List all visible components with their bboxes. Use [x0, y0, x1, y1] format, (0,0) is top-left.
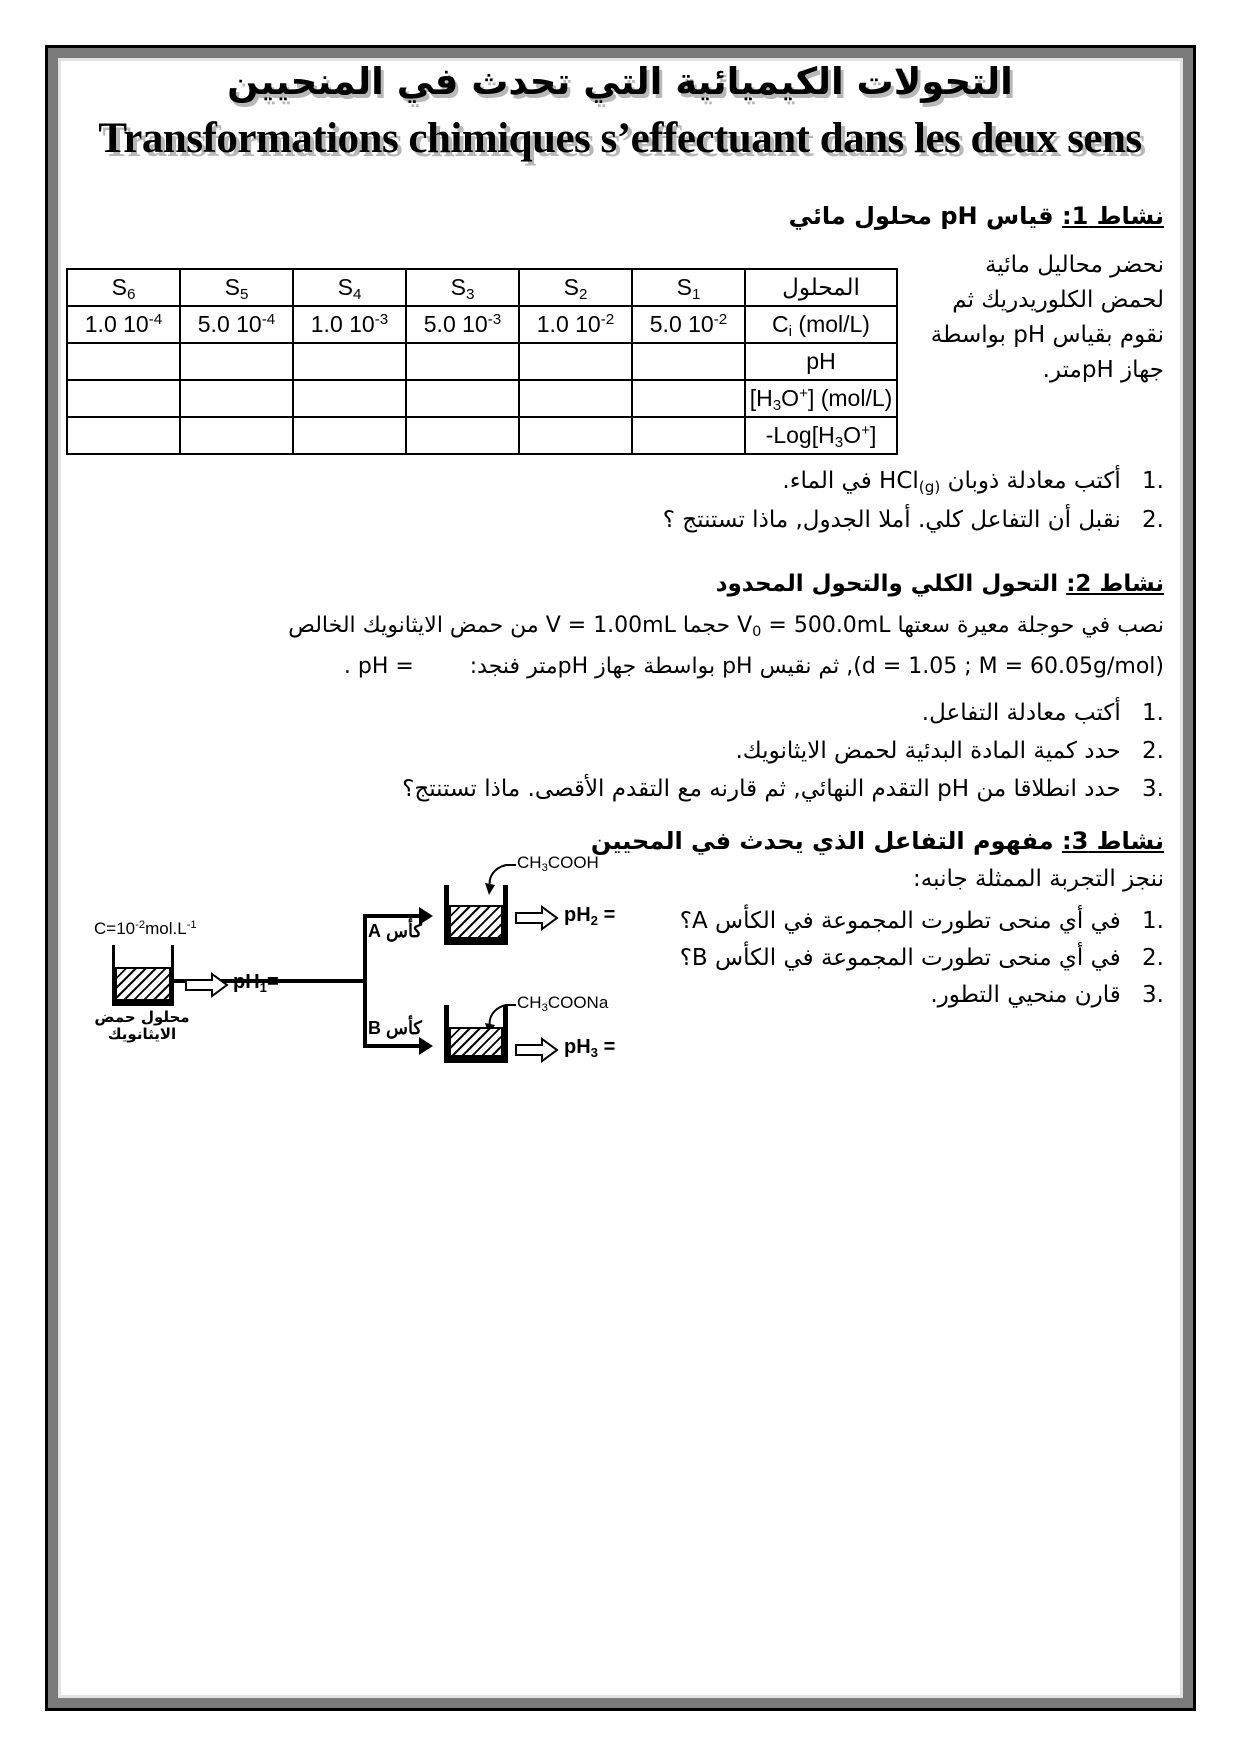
activity3-paragraph: ننجز التجربة الممثلة جانبه: — [913, 866, 1164, 892]
cell-value: 5.0 $10^{-2}$ — [632, 306, 745, 343]
question-item — [680, 903, 1164, 940]
connector-line-to-a — [367, 914, 421, 918]
cell-empty — [180, 417, 293, 454]
col-header-s5: $S_5$ — [180, 269, 293, 306]
activity3-heading — [591, 827, 1164, 855]
table-row-ci — [67, 306, 897, 343]
cell-empty — [406, 380, 519, 417]
question-number: 2. — [1142, 507, 1164, 533]
row-label-ph: pH — [745, 343, 897, 380]
source-name-line: الايثانويك — [107, 1025, 177, 1043]
ph-measurement-table — [66, 268, 898, 455]
question-item — [402, 694, 1164, 732]
activity1-heading-text: قياس pH محلول مائي — [788, 202, 1054, 230]
hollow-arrow-icon — [514, 1037, 560, 1063]
question-number: 2. — [1142, 738, 1164, 764]
source-beaker-name — [90, 1009, 194, 1043]
table-row-h3o — [67, 380, 897, 417]
beaker-b-name: كأس B — [367, 1018, 422, 1038]
row-label-ci: $C_i$ (mol/L) — [745, 306, 897, 343]
cell-empty — [67, 380, 180, 417]
cell-empty — [519, 343, 632, 380]
liquid-hatch — [115, 967, 171, 1001]
beaker-b — [444, 1005, 508, 1063]
liquid-hatch — [449, 905, 503, 939]
col-header-s3: $S_3$ — [406, 269, 519, 306]
source-beaker — [112, 945, 174, 1006]
cell-empty — [632, 380, 745, 417]
activity1-heading-label: نشاط 1: — [1061, 202, 1164, 230]
hollow-arrow-icon — [514, 905, 560, 931]
question-number: 1. — [1142, 468, 1164, 494]
hollow-arrow-icon — [184, 972, 230, 998]
question-text: حدد انطلاقا من pH التقدم النهائي, ثم قارنه مع التقدم الأقصى. ماذا تستنتج؟ — [402, 776, 1121, 802]
substance-b-label: $CH_3COONa$ — [517, 993, 609, 1015]
solid-arrowhead-icon — [419, 1037, 433, 1055]
table-row-ph — [67, 343, 897, 380]
activity1-intro — [931, 248, 1164, 388]
question-text: نقبل أن التفاعل كلي. أملا الجدول, ماذا تستنتج ؟ — [662, 507, 1121, 533]
cell-value: 1.0 $10^{-2}$ — [519, 306, 632, 343]
activity1-heading — [789, 202, 1164, 230]
question-item — [680, 977, 1164, 1014]
cell-empty — [180, 343, 293, 380]
table-row-log — [67, 417, 897, 454]
col-header-s6: $S_6$ — [67, 269, 180, 306]
activity2-paragraph2: (d = 1.05 ; M = 60.05g/mol), ثم نقيس pH بواسطة جهاز pHمتر فنجد: pH = . — [343, 654, 1164, 679]
col-header-solution: المحلول — [745, 269, 897, 306]
activity3-heading-label: نشاط 3: — [1061, 827, 1164, 855]
question-item — [402, 732, 1164, 770]
question-text: أكتب معادلة التفاعل. — [921, 700, 1121, 726]
cell-empty — [632, 343, 745, 380]
title-arabic: التحولات الكيميائية التي تحدث في المنحيين — [227, 60, 1013, 103]
col-header-s2: $S_2$ — [519, 269, 632, 306]
cell-value: 5.0 $10^{-4}$ — [180, 306, 293, 343]
experiment-diagram — [70, 845, 630, 1080]
source-name-line: محلول حمض — [94, 1008, 190, 1026]
activity2-heading-text: التحول الكلي والتحول المحدود — [715, 571, 1059, 597]
intro-line: نقوم بقياس pH بواسطة — [930, 322, 1164, 348]
activity1-questions — [663, 463, 1164, 539]
ph2-label: $pH_2$ = — [564, 904, 616, 928]
intro-line: نحضر محاليل مائية — [984, 252, 1164, 278]
question-number: 3. — [1142, 776, 1164, 802]
question-number: 1. — [1142, 908, 1164, 934]
intro-line: لحمض الكلوريدريك ثم — [952, 287, 1164, 313]
connector-line-vertical — [363, 914, 367, 1048]
col-header-s4: $S_4$ — [293, 269, 406, 306]
beaker-a-name: كأس A — [367, 921, 422, 941]
cell-empty — [293, 417, 406, 454]
question-text: حدد كمية المادة البدئية لحمض الايثانويك. — [735, 738, 1121, 764]
cell-empty — [406, 343, 519, 380]
question-number: 3. — [1142, 982, 1164, 1008]
question-text: أكتب معادلة ذوبان HCl$_{(g)}$ في الماء. — [782, 468, 1121, 497]
source-concentration-label: $C=10^{-2}mol.L^{-1}$ — [94, 918, 197, 938]
question-item — [663, 463, 1164, 502]
title-french: Transformations chimiques s’effectuant dans les deux sens — [98, 115, 1142, 162]
cell-empty — [180, 380, 293, 417]
activity2-paragraph1: نصب في حوجلة معيرة سعتها $V_0 = 500.0mL$ حجما V = 1.00mL من حمض الايثانويك الخالص — [288, 613, 1164, 641]
col-header-s1: $S_1$ — [632, 269, 745, 306]
row-label-log: $-Log[H_3O^+]$ — [745, 417, 897, 454]
question-item — [402, 770, 1164, 808]
question-number: 1. — [1142, 700, 1164, 726]
cell-empty — [632, 417, 745, 454]
table-header-row — [67, 269, 897, 306]
ph3-label: $pH_3$ = — [564, 1036, 616, 1060]
cell-empty — [293, 380, 406, 417]
question-item — [680, 940, 1164, 977]
substance-a-label: $CH_3COOH$ — [517, 853, 599, 875]
activity2-heading-label: نشاط 2: — [1066, 571, 1164, 597]
question-text: في أي منحى تطورت المجموعة في الكأس A؟ — [679, 908, 1121, 934]
activity2-questions — [402, 694, 1164, 808]
cell-empty — [406, 417, 519, 454]
cell-value: 5.0 $10^{-3}$ — [406, 306, 519, 343]
question-item — [663, 502, 1164, 539]
liquid-hatch — [449, 1027, 503, 1057]
question-number: 2. — [1142, 945, 1164, 971]
cell-empty — [67, 417, 180, 454]
question-text: في أي منحى تطورت المجموعة في الكأس B؟ — [679, 945, 1121, 971]
activity3-heading-text: مفهوم التفاعل الذي يحدث في المحيين — [590, 827, 1054, 855]
cell-value: 1.0 $10^{-4}$ — [67, 306, 180, 343]
cell-empty — [67, 343, 180, 380]
connector-line-to-b — [367, 1044, 421, 1048]
cell-value: 1.0 $10^{-3}$ — [293, 306, 406, 343]
activity2-heading — [716, 571, 1164, 597]
cell-empty — [293, 343, 406, 380]
activity3-questions — [680, 903, 1164, 1014]
cell-empty — [519, 417, 632, 454]
beaker-a — [444, 885, 508, 945]
question-text: قارن منحيي التطور. — [930, 982, 1121, 1008]
ph1-label: $pH_1=$ — [233, 971, 279, 995]
intro-line: جهاز pHمتر. — [1042, 357, 1164, 383]
cell-empty — [519, 380, 632, 417]
row-label-h3o: $[H_3O^+]$ (mol/L) — [745, 380, 897, 417]
